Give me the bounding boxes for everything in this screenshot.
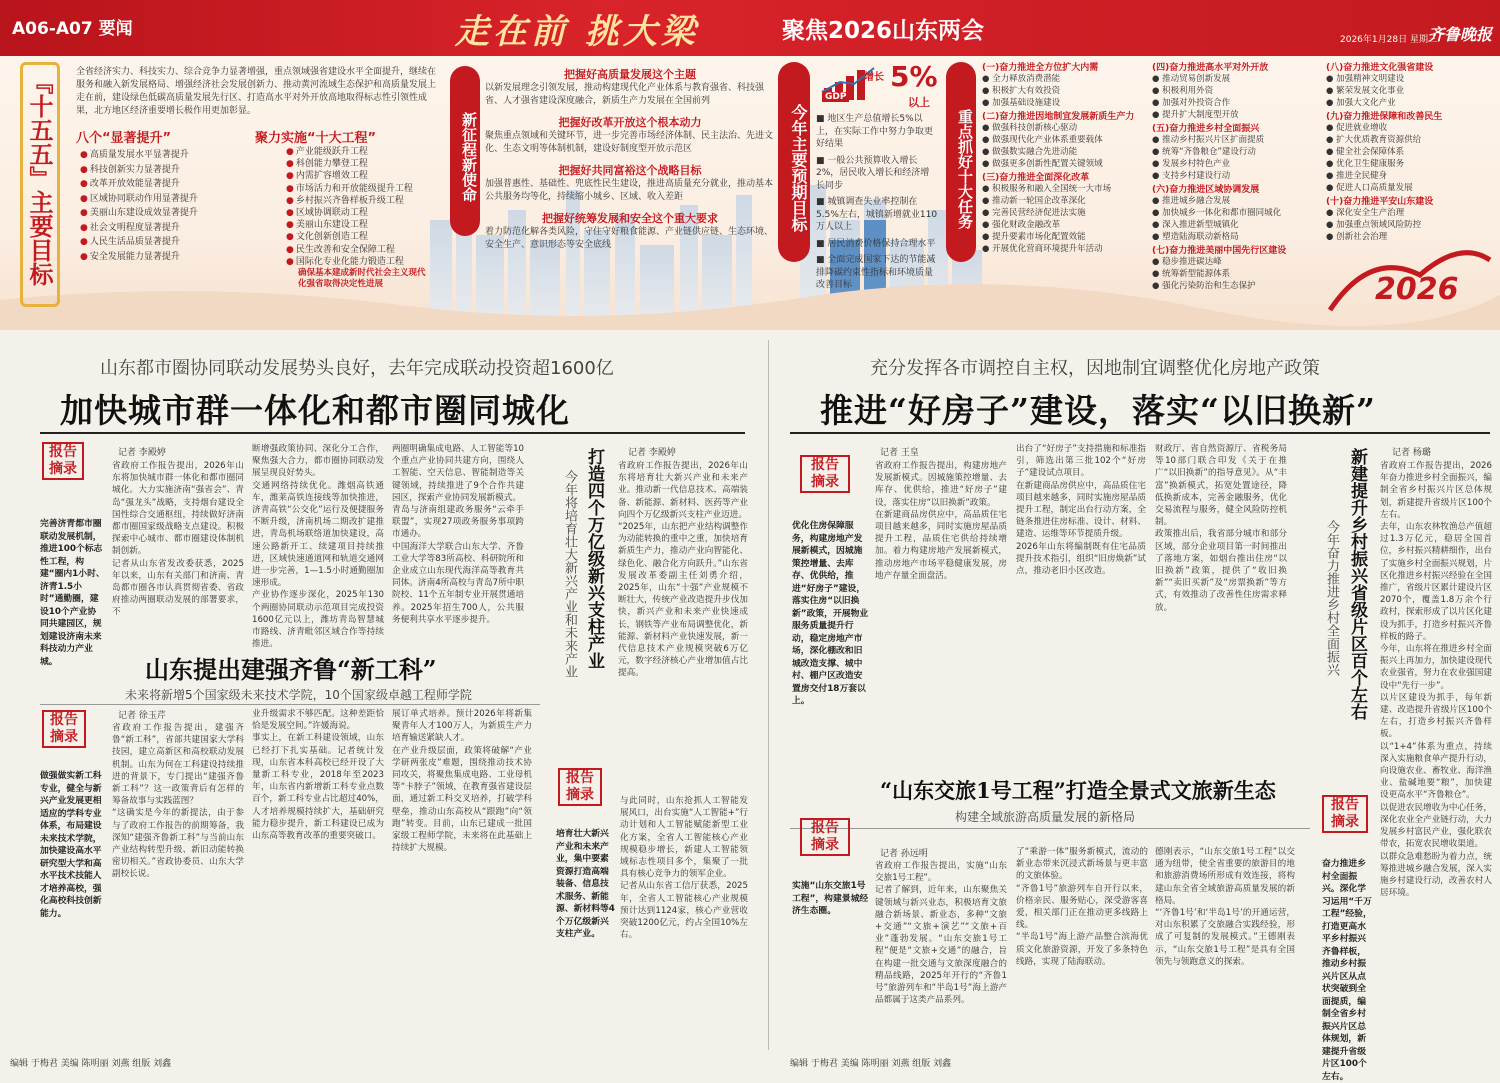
new-industry-headline: 打造四个万亿级新兴支柱产业 [584,448,604,669]
article-column: 断增强政策协同、深化分工合作，聚焦强大合力，都市圈协同联动发展呈现良好势头。 交通网络持续优化。潍烟高铁通车，潍莱高铁连接线等加快推进，济青高铁“公交化”运行及便捷服务不断升级，济南机场二期改扩建推进，青岛机场联络道加快建设，高速公路新开工、续建项目持续推进，区域快速通道网和轨道交通网进一步完善，1—1.5小时通勤圈加速形成。 产业协作逐步深化，2025年130个两圈协同联动示范项目完成投资1600亿元以上，潍坊青岛智慧城市路线、济青毗邻区域合作等持续推进。 [252,444,384,650]
list-item: ● 深入推进新型城镇化 [1152,220,1239,230]
divider [40,704,540,705]
page-label: A06-A07 要闻 [12,19,133,39]
article-column: 了“乘游一体”服务新模式，流动的新业态带来沉浸式新场景与更丰富的文旅体验。 “齐鲁1号”旅游列车自开行以来，价格亲民、服务贴心，深受游客喜爱，相关部门正在推动更多线路上线。 “半岛1号”海上游产品整合滨海优质文化旅游资源，开发了多条特色线路，实现了陆海联动。 [1016,847,1148,967]
left-lead-headline: 加快城市群一体化和都市圈同城化 [60,391,570,430]
list-item: ● 科技创新实力显著提升 [80,164,180,175]
report-badge: 报告 摘录 [558,768,602,806]
list-item: ● 加强对外投资合作 [1152,98,1231,108]
list-item: ● 强化污染防治和生态保护 [1152,281,1256,291]
list-item: ● 加强精神文明建设 [1326,74,1405,84]
list-item: ● 做强现代化产业体系重要载体 [982,135,1103,145]
tourism-summary: 实施“山东交旅1号工程”，构建景城经济生态圈。 [792,881,869,916]
task-group-title: (四)奋力推进高水平对外开放 [1152,63,1269,73]
list-item: ■ 地区生产总值增长5%以上，在实际工作中努力争取更好结果 [816,114,934,149]
article-column: 省政府工作报告提出，2026年山东将培育壮大新兴产业和未来产业。推动新一代信息技术、高端装备、新能源、新材料、医药等产业向四个万亿级新兴支柱产业迈进。 “2025年，山东把产业结构调整作为动能转换的重中之重，加快培育新质生产力，推动产业向智能化、绿色化、融合化方向跃升。”山东省发展改革委副主任刘勇介绍，2025年，山东“十强”产业规模不断壮大，传统产业改造提升步伐加快，新兴产业和未来产业快速成长，钢铁等产业布局调整优化，新能源、新材料产业快速发展，新一代信息技术产业规模突破6万亿元，数字经济核心产业增加值占比提高。 [618,461,748,679]
list-item: ● 繁荣发展文化事业 [1326,86,1405,96]
divider [790,828,1310,829]
mission-head: 把握好统筹发展和安全这个重大要求 [542,212,718,225]
article-column: 省政府工作报告提出，实施“山东交旅1号工程”。 记者了解到，近年来，山东聚焦关键领域与新兴业态，积极培育文旅融合新场景、新业态，多种“文旅+交通”“文旅+演艺”“文旅+百业”蓬勃发展。“山东交旅1号工程”便是“文旅+交通”的融合，旨在构建一批交通与文旅深度融合的精品线路，2025年开行的“齐鲁1号”旅游列车和“半岛1号”海上游产品都属于这类产品系列。 [875,861,1007,1006]
list-item: ● 全力释放消费潜能 [982,74,1061,84]
slogan: 走在前 挑大梁 [455,12,699,52]
task-group-title: (五)奋力推进乡村全面振兴 [1152,124,1260,134]
list-item: ● 区域协调联动工程 [286,208,368,219]
list-item: ● 稳步推进碳达峰 [1152,257,1222,267]
list-item: ● 产业能级跃升工程 [286,147,368,157]
rural-subhead: 今年奋力推进乡村全面振兴 [1324,520,1339,676]
goals-left-head: 八个“显著提升” [76,131,172,146]
list-item: ● 社会文明程度显著提升 [80,222,180,233]
list-item: ● 健全社会保障体系 [1326,147,1405,157]
report-badge: 报告 摘录 [42,710,86,748]
byline: 记者 孙远明 [880,849,928,859]
list-item: ● 推动新一轮国企改革深化 [982,196,1086,206]
article-column: 两圈明确集成电路、人工智能等10个重点产业协同共建方向，围绕人工智能、空天信息、智能制造等关键领域，持续推进了9个合作共建园区，探索产业协同发展新模式。 青岛与济南组建政务服务“云牵手联盟”，实现27项政务服务事项跨市通办。 中国海洋大学联合山东大学、齐鲁工业大学等83所高校、科研院所和企业成立山东现代海洋高等教育共同体。济南4所高校与青岛7所中职院校、11个五年制专业开展贯通培养。2025年招生700人，公共服务便利共享水平逐步提升。 [392,444,524,625]
divider [40,432,745,434]
mission-block [485,66,775,252]
list-item: ● 提升扩大制度型开放 [1152,110,1239,120]
article-column: 财政厅、省自然资源厅、省税务局等10部门联合印发《关于在推广“以旧换新”的指导意见》。从“丰富”换新模式，拓宽处置途径，降低换新成本，完善金融服务，优化交易流程与服务，健全风险防控机制。 政策推出后，我省部分城市和部分区域，部分企业项目第一时间推出了落地方案，如烟台推出住房“以旧换新”政策，提供了“收旧换新”“卖旧买新”及“房票换新”等方式，有效推动了改善性住房需求释放。 [1155,444,1287,613]
list-item: ● 人民生活品质显著提升 [80,237,180,247]
list-item: ● 乡村振兴齐鲁样板升级工程 [286,195,404,206]
list-item: ● 做强科技创新核心驱动 [982,123,1078,133]
list-item: ● 积极利用外资 [1152,86,1214,96]
engineering-subhead: 未来将新增5个国家级未来技术学院，10个国家级卓越工程师学院 [125,688,472,702]
list-item: ● 加强大文化产业 [1326,98,1396,108]
list-item: ● 推进城乡融合发展 [1152,196,1231,206]
left-lead-summary: 完善济青都市圈联动发展机制，推进100个标志性工程，构建“圈内1小时、济青1.5小时”通勤圈，建设10个产业协同共建园区，规划建设济南未来科技动力产业城。 [40,519,105,667]
task-group-title: (七)奋力推进美丽中国先行区建设 [1152,246,1287,256]
list-item: ● 国际化专业化能力锻造工程 [286,256,404,267]
divider [790,432,1490,434]
byline: 记者 杨璐 [1392,448,1431,458]
byline: 记者 王皇 [880,448,919,458]
article-column: 省政府工作报告提出，建强齐鲁“新工科”，省部共建国家大学科技园，建立高新区和高校联动发展机制。山东为何在工科建设持续推进的背景下，专门提出“建强齐鲁新工科”？这一政策背后有怎样的筹备故事与实践蓝图？ “这确实是今年的新提法，由于参与了政府工作报告的前期筹备，我深知“建强齐鲁新工科”与当前山东产业结构转型升级、新旧动能转换密切相关。”省政协委员、山东大学副校长说。 [112,723,244,880]
new-industry-summary: 培育壮大新兴产业和未来产业，集中要素资源打造高端装备、信息技术服务、新能源、新材料等4个万亿级新兴支柱产业。 [556,829,615,939]
list-item: ● 文化创新创造工程 [286,232,368,243]
task-group-title: (九)奋力推进保障和改善民生 [1326,112,1443,122]
list-item: ● 推动乡村振兴片区扩面提质 [1152,135,1265,145]
list-item: ● 美丽山东建设工程 [286,220,368,231]
date-info: 2026年1月28日 星期三 [1340,35,1437,45]
report-badge: 报告 摘录 [800,818,850,856]
mission-text: 着力防范化解各类风险，守住守好粮食能源、产业链供应链、生态环境、安全生产、意识形态等安全底线 [485,227,774,250]
right-lead-summary: 优化住房保障服务，构建房地产发展新模式，因城施策控增量、去库存、优供给，推进“好房子”建设，落实住房“以旧换新”政策，开展物业服务质量提升行动，稳定房地产市场，深化棚改和旧城改造支撑、城中村、棚户区改造安置房交付18万套以上。 [792,521,869,706]
list-item: ● 科创能力攀登工程 [286,159,368,170]
top-banner [0,0,1500,330]
list-item: ● 积极服务和融入全国统一大市场 [982,184,1112,194]
right-lead-deck: 充分发挥各市调控自主权，因地制宜调整优化房地产政策 [870,358,1320,379]
rural-headline: 新建提升乡村振兴省级片区百个左右 [1347,448,1367,720]
list-item: ● 促进就业增收 [1326,123,1388,133]
article-column: 业升级需求不够匹配。这种差距恰恰是发展空间。”许媛海说。 事实上，在新工科建设领域，山东已经打下扎实基础。记者统计发现，山东省本科高校已经开设了大量新工科专业，2018年至2023年，山东省内新增新工科专业点数百个，新工科专业占比超过40%，人才培养规模持续扩大，基础研究能力稳步提升，新工科建设已成为山东高等教育改革的重要突破口。 [252,709,384,842]
footer-credits-right: 编辑 于梅君 美编 陈明丽 刘燕 组版 刘鑫 [790,1059,952,1069]
article-column: 展订单式培养。预计2026年将新集聚青年人才100万人，为新质生产力培育输送紧缺人才。 在产业升级层面，政策将破解“产业学研两张皮”难题，围绕推动技术协同攻关，将聚焦集成电路、工业母机等“卡脖子”领域，在教育强省建设层面，通过新工科交叉培养，打破学科壁垒，推动山东高校从“跟跑”向“领跑”转变。目前，山东已建成一批国家级工程师学院，未来将在此基础上持续扩大规模。 [392,709,532,854]
list-item: ● 积极扩大有效投资 [982,86,1061,96]
list-item: ● 美丽山东建设成效显著提升 [80,208,198,218]
list-item: ● 推动贸易创新发展 [1152,74,1231,84]
list-item: ● 加强重点领域风险防控 [1326,220,1422,230]
article-column: 与此同时，山东抢抓人工智能发展风口，出台实施“人工智能+”行动计划和人工智能赋能新型工业化方案，全省人工智能核心产业规模稳步增长，新建人工智能领域标志性项目多个，集聚了一批具有核心竞争力的领军企业。 记者从山东省工信厅获悉，2025年，全省人工智能核心产业规模预计达到1124家，核心产业营收突破1200亿元，约占全国10%左右。 [620,796,748,941]
focus-title: 聚焦2026山东两会 [782,18,985,44]
targets-list [816,113,938,292]
new-industry-subhead: 今年将培育壮大新兴产业和未来产业 [562,470,577,678]
article-column: 出台了“好房子”支持措施和标准指引，筛选出第三批102个“好房子”建设试点项目。 在新建商品房供应中，高品质住宅项目越来越多，同时实施房屋品质提升工程，制定出台行动方案，全链条推进住房标准、设计、材料、建造、运维等环节提质升级。 2026年山东将编制既有住宅品质提升技术指引，组织“旧房焕新”试点，推动老旧小区改造。 [1016,444,1146,577]
list-item: ■ 一般公共预算收入增长2%，居民收入增长和经济增长同步 [816,155,930,191]
report-badge: 报告 摘录 [1322,795,1368,833]
task-group-title: (六)奋力推进区域协调发展 [1152,185,1260,195]
growth-suffix: 以上 [908,96,930,109]
list-item: ● 创新社会治理 [1326,232,1388,242]
list-item: ■ 全面完成国家下达的节能减排降碳约束性指标和环境质量改善目标 [816,255,936,290]
goals-right-tail: 确保基本建成新时代社会主义现代化强省取得决定性进展 [298,268,426,289]
mission-head: 把握好共同富裕这个战略目标 [558,164,702,177]
list-item: ● 完善民营经济促进法实施 [982,208,1086,218]
engineering-summary: 做强做实新工科专业，健全与新兴产业发展更相适应的学科专业体系，布局建设未来技术学院，加快建设高水平研究型大学和高水平技术技能人才培养高校，强化高校科技创新能力。 [40,771,102,919]
list-item: ● 做强数实融合先进动能 [982,147,1078,157]
byline: 记者 徐玉芹 [118,711,166,721]
report-badge: 报告 摘录 [42,442,84,480]
article-column: 德刚表示，“山东交旅1号工程”以交通为纽带，使全省重要的旅游目的地和旅游消费场所形成有效连接，将构建山东全省全域旅游高质量发展的新格局。 “‘齐鲁1号’和‘半岛1号’的开通运营，对山东积累了交旅融合实践经验，形成了可复制的发展模式。”王德刚表示，“山东交旅1号工程”是具有全国领先与领跑意义的探索。 [1155,847,1295,967]
rural-summary: 奋力推进乡村全面振兴。深化学习运用“千万工程”经验，打造更高水平乡村振兴齐鲁样板，推动乡村振兴片区从点状突破到全面提质，编制全省乡村振兴片区总体规划，新建提升省级片区100个左右。 [1322,859,1372,1082]
tourism-subhead: 构建全域旅游高质量发展的新格局 [955,810,1136,824]
list-item: ● 做强更多创新性配置关键领域 [982,159,1103,169]
page-gutter [768,340,769,1050]
task-group-title: (二)奋力推进因地制宜发展新质生产力 [982,112,1135,122]
gdp-tag: GDP [822,92,849,102]
tasks-col-2 [1152,60,1322,292]
growth-label: 增长 [864,72,884,83]
list-item: ● 扩大优质教育资源供给 [1326,135,1422,145]
list-item: ■ 居民消费价格保持合理水平 [816,238,936,249]
list-item: ● 开展优化营商环境提升年活动 [982,244,1103,254]
list-item: ● 促进人口高质量发展 [1326,183,1413,193]
mission-text: 以新发展理念引领发展，推动构建现代化产业体系与教育强省、科技强省、人才强省建设深度融合，新质生产力发展在全国前列 [485,83,765,106]
footer-credits-left: 编辑 于梅君 美编 陈明丽 刘燕 组版 刘鑫 [10,1059,172,1069]
goals-title: 『十五五』主要目标 [25,70,53,286]
mission-text: 聚焦重点领域和关键环节，进一步完善市场经济体制、民主法治、先进文化、生态文明等体制机制，建设好制度型开放示范区 [485,131,774,154]
list-item: ● 统筹新型能源体系 [1152,269,1231,279]
list-item: ● 发展乡村特色产业 [1152,159,1231,169]
list-item: ● 提升要素市场化配置效能 [982,232,1086,242]
left-lead-deck: 山东都市圈协同联动发展势头良好，去年完成联动投资超1600亿 [100,358,614,379]
growth-value: 5% [890,60,938,93]
task-group-title: (三)奋力推进全面深化改革 [982,173,1090,183]
header-bar [0,0,1500,56]
list-item: ● 推进全民健身 [1326,171,1388,181]
list-item: ● 安全发展能力显著提升 [80,251,180,262]
list-item: ● 民生改善和安全保障工程 [286,244,395,255]
list-item: ● 加快城乡一体化和都市圈同城化 [1152,208,1282,218]
list-item: ● 支持乡村建设行动 [1152,171,1231,181]
targets-label: 今年主要预期目标 [778,62,810,262]
task-group-title: (一)奋力推进全方位扩大内需 [982,63,1099,73]
list-item: ● 统筹“齐鲁粮仓”建设行动 [1152,147,1256,157]
mission-label: 新征程新使命 [450,66,480,236]
right-lead-headline: 推进“好房子”建设，落实“以旧换新” [820,391,1376,430]
list-item: ■ 城镇调查失业率控制在5.5%左右，城镇新增就业110万人以上 [816,197,938,232]
list-item: ● 优化卫生健康服务 [1326,159,1405,169]
byline: 记者 李殿婷 [628,448,676,458]
footer [0,1054,1500,1074]
goals-left-list [80,148,198,264]
goals-intro: 全省经济实力、科技实力、综合竞争力显著增强，重点领域强省建设水平全面提升，继续在服务和融入新发展格局、增强经济社会发展创新力、推动黄河流域生态保护和高质量发展上走在前，建设绿色低碳高质量发展先行区、打造高水平对外开放高地取得标志性引领性成果，北方地区经济重要增长极作用更加彰显。 [76,67,437,116]
paper-logo: 齐鲁晚报 [1428,25,1493,44]
list-item: ● 区域协同联动作用显著提升 [80,193,198,204]
goals-right-head: 聚力实施“十大工程” [255,131,377,146]
mission-head: 把握好改革开放这个根本动力 [558,116,702,129]
goals-right-list [286,146,413,268]
year-art: 2026 [1375,272,1459,307]
list-item: ● 改革开放效能显著提升 [80,179,180,189]
byline: 记者 李殿婷 [118,448,166,458]
list-item: ● 强化财政金融改革 [982,220,1061,230]
list-item: ● 塑造陆海联动新格局 [1152,232,1239,242]
report-badge: 报告 摘录 [800,455,850,493]
list-item: ● 市场活力和开放能级提升工程 [286,183,413,194]
tourism-headline: “山东交旅1号工程”打造全景式文旅新生态 [880,778,1276,803]
mission-head: 把握好高质量发展这个主题 [564,68,696,81]
tasks-label: 重点抓好十大任务 [946,62,976,262]
article-column: 省政府工作报告提出，2026年奋力推进乡村全面振兴，编制全省乡村振兴片区总体规划，新建提升省级片区100个左右。 去年，山东农林牧渔总产值超过1.3万亿元，稳居全国首位，乡村振兴精耕细作，出台了实施乡村全面振兴规划，片区化推进乡村振兴经验在全国推广，省级片区累计建设片区2070个，覆盖1.8万余个行政村，探索形成了以片区化建设为抓手，打造乡村振兴齐鲁样板的路子。 今年，山东将在推进乡村全面振兴上再加力，加快建设现代农业强省，努力在农业强国建设中“先行一步”。 以片区建设为抓手，每年新建、改造提升省级片区100个左右，打造乡村振兴齐鲁样板。 以“1+4”体系为重点，持续深入实施粮食单产提升行动，向设施农业、畜牧业、海洋渔业、盐碱地要“粮”，加快建设更高水平“齐鲁粮仓”。 以促进农民增收为中心任务，深化农业全产业链行动，大力发展乡村富民产业，强化联农带农，拓宽农民增收渠道。 以群众急难愁盼为着力点，统筹推进城乡融合发展，深入实施乡村建设行动，改善农村人居环境。 [1380,461,1492,899]
article-column: 省政府工作报告提出，2026年山东将加快城市群一体化和都市圈同城化。大力实施济南“强省会”、青岛“强龙头”战略，支持烟台建设全国性综合交通枢纽，持续做好济南都市圈国家级战略支点建设。积极探索中心城市、都市圈建设体制机制创新。 记者从山东省发改委获悉，2025年以来，山东有关部门和济南、青岛都市圈各市认真贯彻省委、省政府推动两圈联动发展的部署要求，不 [112,461,244,618]
list-item: ● 深化安全生产治理 [1326,208,1405,218]
task-group-title: (八)奋力推进文化强省建设 [1326,63,1434,73]
tasks-col-1 [982,60,1152,255]
list-item: ● 内需扩容增效工程 [286,171,368,182]
engineering-headline: 山东提出建强齐鲁“新工科” [145,655,437,684]
list-item: ● 加强基础设施建设 [982,98,1061,108]
article-column: 省政府工作报告提出，构建房地产发展新模式。因城施策控增量、去库存、优供给，推进“好房子”建设，落实住房“以旧换新”政策。 在新建商品房供应中，高品质住宅项目越来越多，同时实施房屋品质提升工程，品质住宅供给持续增加。着力构建房地产发展新模式，推动房地产市场平稳健康发展，房地产存量全面盘活。 [875,461,1007,581]
mission-text: 加强普惠性、基础性、兜底性民生建设，推进高质量充分就业，推动基本公共服务均等化，持续缩小城乡、区域、收入差距 [485,179,774,202]
list-item: ● 高质量发展水平显著提升 [80,150,189,160]
task-group-title: (十)奋力推进平安山东建设 [1326,197,1434,207]
tasks-col-3 [1326,60,1496,243]
